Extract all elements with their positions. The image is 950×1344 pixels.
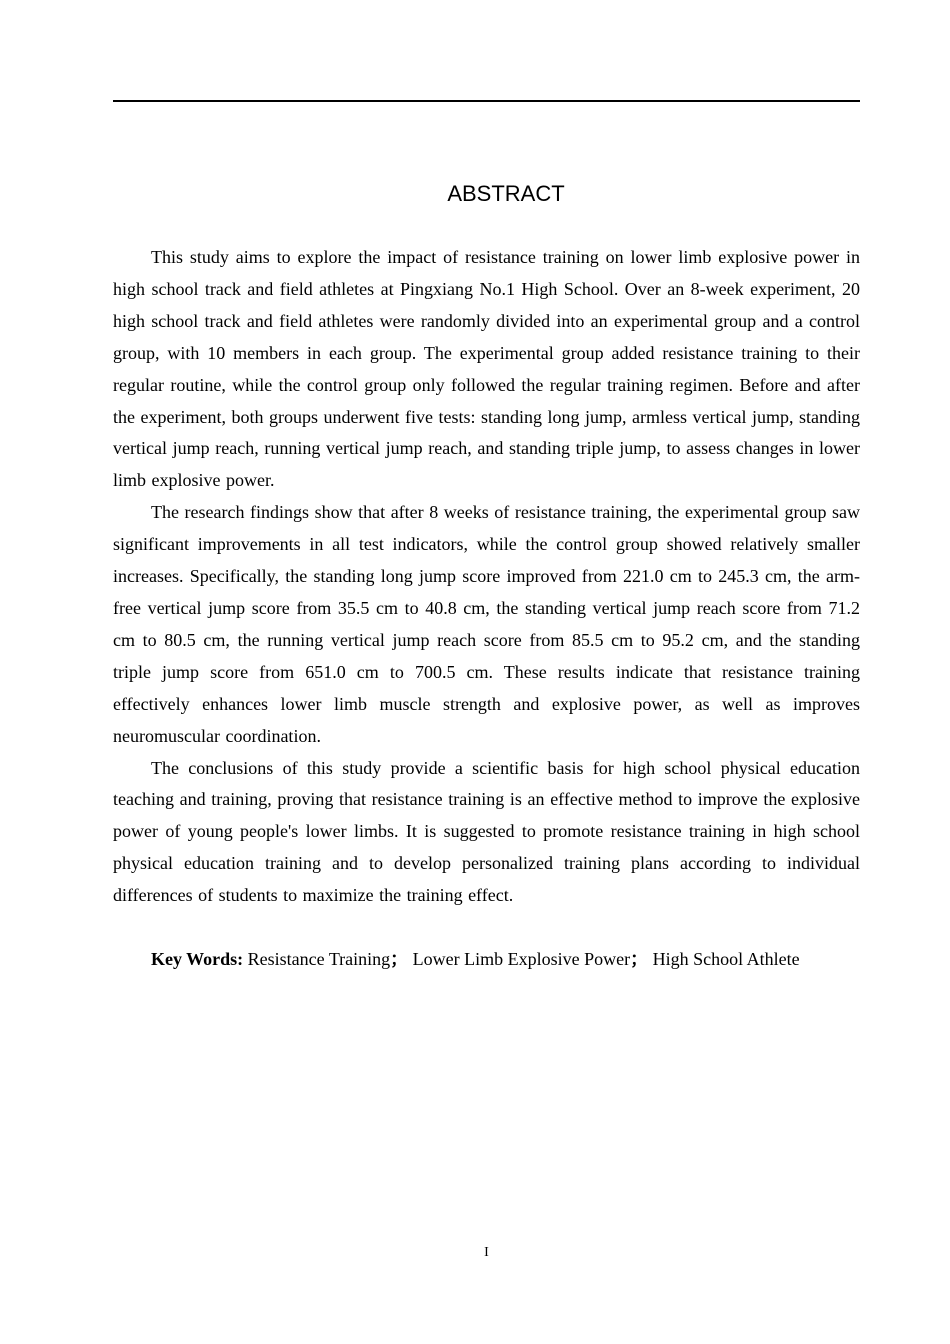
abstract-paragraph-2: The research findings show that after 8 weeks of resistance training, the experimental group saw significant improvements in all test indicators, while the control group showed relatively smaller increases. Specifically, the standing long jump score improved from 221.0 cm to 245.3 cm, the arm-free vertical jump score from 35.5 cm to 40.8 cm, the standing vertical jump reach score from 71.2 cm to 80.5 cm, the running vertical jump reach score from 85.5 cm to 95.2 cm, and the standing triple jump score from 651.0 cm to 700.5 cm. These results indicate that resistance training effectively enhances lower limb muscle strength and explosive power, as well as improves neuromuscular coordination. <box>113 502 860 746</box>
keyword-item: Lower Limb Explosive Power <box>412 948 631 969</box>
keyword-separator: ； <box>630 948 649 969</box>
abstract-paragraph-1: This study aims to explore the impact of resistance training on lower limb explosive power in high school track and field athletes at Pingxiang No.1 High School. Over an 8-week experiment, 20 high school track and field athletes were randomly divided into an experimental group and a control group, with 10 members in each group. The experimental group added resistance training to their regular routine, while the control group only followed the regular training regimen. Before and after the experiment, both groups underwent five tests: standing long jump, armless vertical jump, standing vertical jump reach, running vertical jump reach, and standing triple jump, to assess changes in lower limb explosive power. <box>113 247 860 491</box>
abstract-paragraph-3: The conclusions of this study provide a scientific basis for high school physical education teaching and training, proving that resistance training is an effective method to improve the explosive power of young people's lower limbs. It is suggested to promote resistance training in high school physical education training and to develop personalized training plans according to individual differences of students to maximize the training effect. <box>113 757 860 906</box>
header-rule <box>113 100 860 102</box>
page-number: I <box>484 1245 489 1260</box>
abstract-body <box>113 242 860 976</box>
keyword-separator: ； <box>390 948 409 969</box>
keywords-label: Key Words: <box>151 948 244 969</box>
keyword-item: Resistance Training <box>247 948 391 969</box>
abstract-title: ABSTRACT <box>447 181 565 206</box>
keyword-item: High School Athlete <box>652 948 800 969</box>
keywords-line <box>113 944 860 976</box>
